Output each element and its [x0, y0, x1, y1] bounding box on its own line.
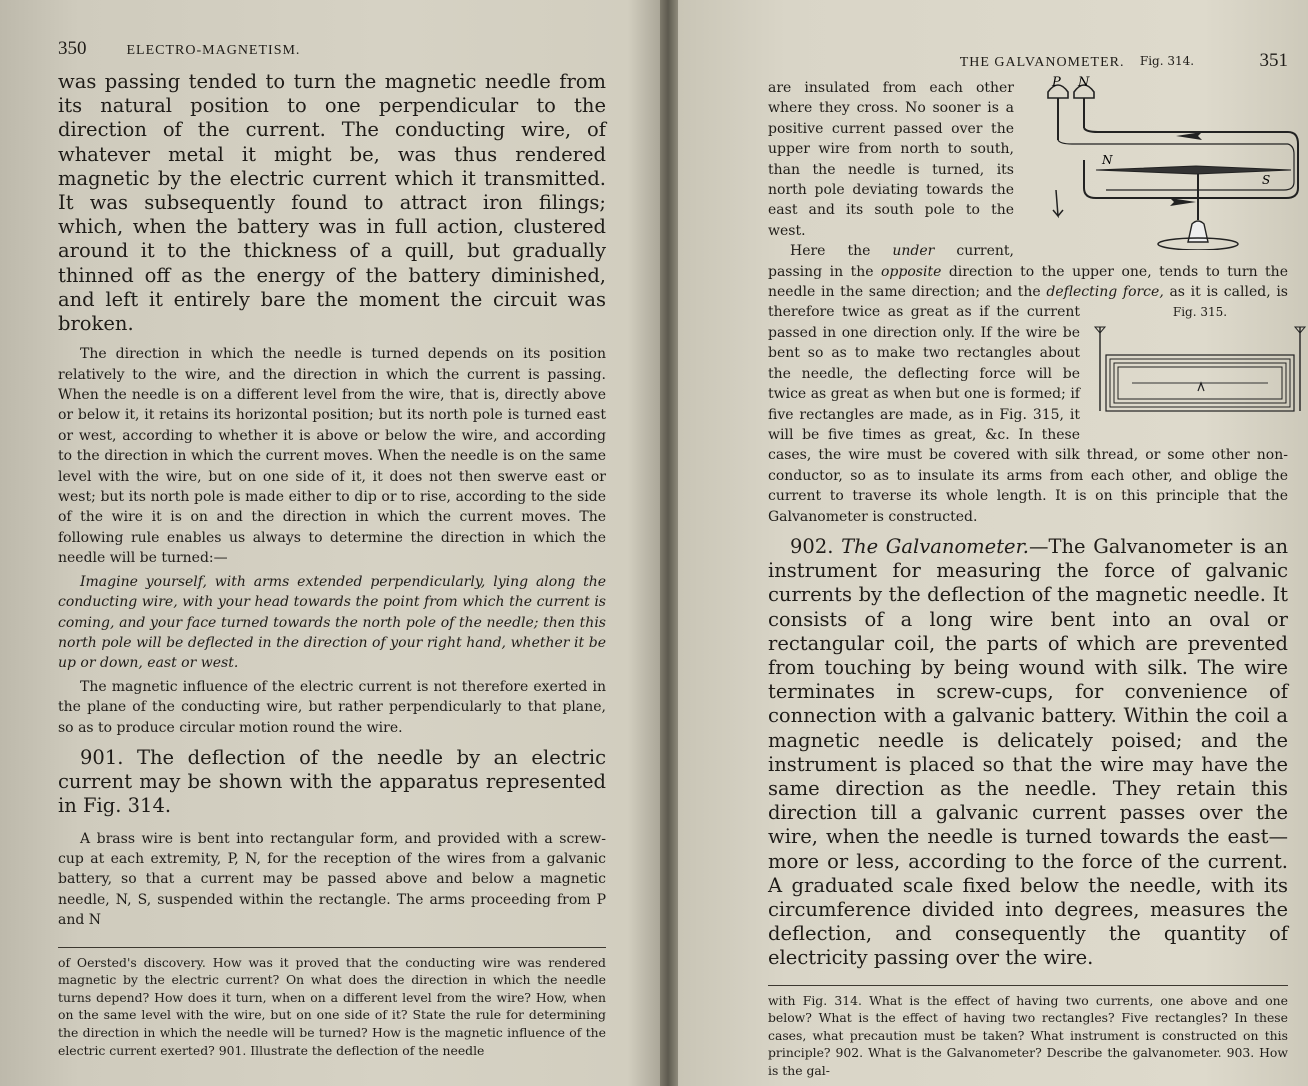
galvanometer-apparatus-illustration [1026, 70, 1308, 250]
figure-315 [1092, 302, 1308, 420]
left-running-head [58, 38, 606, 60]
footnote-questions-right: with Fig. 314. What is the effect of having two currents, one above and one below? What is the effect of having two rectangles? Five rectangles? In these cases, what precaution must be taken? What instrument is constructed on this principle? 902. What is the Galvanometer? Describe the galvanometer. 903. How is the gal- [768, 992, 1288, 1078]
page-number-right: 351 [1259, 50, 1288, 71]
footnote-divider-left [58, 947, 606, 948]
right-hand-rule: Imagine yourself, with arms extended perpendicularly, lying along the conducting wire, with your head towards the point from which the current is coming, and your face turned towards the north pole of the needle; then this north pole will be deflected in the direction of your right hand, whether it be up or down, east or west. [58, 573, 606, 672]
paragraph-oersted-continued: was passing tended to turn the magnetic needle from its natural position to one perpendicular to the direction of the current. The conducting wire, of whatever metal it might be, was thus rendered magnetic by the electric current which it transmitted. It was subsequently found to attract iron filings; which, when the battery was in full action, clustered around it to the thickness of a quill, but gradually thinned off as the energy of the battery diminished, and left it entirely bare the moment the circuit was broken. [58, 70, 606, 336]
footnote-divider-right [768, 985, 1288, 986]
page-number-left: 350 [58, 38, 87, 59]
label-n-cup: N [1078, 75, 1090, 90]
section-902: 902. The Galvanometer.—The Galvanometer is an instrument for measuring the force of galvanic currents by the deflection of the magnetic needle. It consists of a long wire bent into an oval or rectangular coil, the parts of which are prevented from touching by being wound with silk. The wire terminates in screw-cups, for convenience of connection with a galvanic battery. Within the coil a magnetic needle is delicately poised; and the instrument is placed so that the wire may have the same direction as the needle. They retain this direction till a galvanic current passes over the wire, when the needle is turned towards the east—more or less, according to the force of the current. A graduated scale fixed below the needle, with its circumference divided into degrees, measures the deflection, and consequently the quantity of electricity passing over the wire. [768, 534, 1289, 970]
paragraph-magnetic-influence: The magnetic influence of the electric current is not therefore exerted in the plane of the conducting wire, but rather perpendicularly to that plane, so as to produce circular motion round the wire. [58, 678, 606, 736]
label-s: S [1262, 173, 1271, 187]
running-head-title-right: THE GALVANOMETER. [959, 55, 1125, 70]
paragraph-brass-wire: A brass wire is bent into rectangular form, and provided with a screw-cup at each extremity, P, N, for the reception of the wires from a galvanic battery, so that a current may be passed above and below a magnetic needle, N, S, suspended within the rectangle. The arms proceeding from P and N [58, 830, 606, 929]
section-901: 901. The deflection of the needle by an electric current may be shown with the apparatus represented in Fig. 314. [58, 745, 606, 818]
right-page [672, 0, 1308, 1086]
figure-314-caption: Fig. 314. [1139, 54, 1195, 68]
paragraph-needle-direction: The direction in which the needle is turned depends on its position relatively to the wire, and the direction in which the current is passing. When the needle is on a different level from the wire, that is, directly above or below it, it retains its horizontal position; but its north pole is turned east or west, according to whether it is above or below the wire, and according to the direction in which the current moves. When the needle is on the same level with the wire, but on one side of it, it does not then swerve east or west; but its north pole is made either to dip or to rise, according to the side of the wire it is on and the direction in which the current moves. The following rule enables us always to determine the direction in which the needle will be turned:— [58, 346, 606, 567]
label-n: N [1102, 153, 1113, 167]
footnote-questions-left: of Oersted's discovery. How was it proved that the conducting wire was rendered magnetic by the electric current? On what does the direction in which the needle turns depend? How does it turn, when on a different level from the wire? How, when on the same level with the wire, but on one side of it? State the rule for determining the direction in which the needle will be turned? How is the magnetic influence of the electric current exerted? 901. Illustrate the deflection of the needle [58, 954, 606, 1058]
figure-314 [1026, 54, 1308, 250]
paragraph-under-current: Here the under current, passing in the opposite direction to the upper one, tends to turn the needle in the same direction; and the deflecting force, Fig. 315. as it is called, is therefore twice as great as if the current passed in one direction only. If the wire be bent so as to make two rectangles about the needle, the deflecting force will be twice as great as when but one is formed; if five rectangles are made, as in Fig. 315, it will be five times as great, &c. In these cases, the wire must be covered with silk thread, or some other non-conductor, so as to insulate its arms from each other, and oblige the current to traverse its whole length. It is on this principle that the Galvanometer is constructed. [768, 241, 1288, 527]
running-head-title-left: ELECTRO-MAGNETISM. [126, 43, 301, 58]
figure-315-caption: Fig. 315. [1172, 305, 1228, 320]
multiple-rectangles-illustration [1092, 325, 1308, 421]
paragraph-insulated: are insulated from each other where they cross. No sooner is a positive current passed over the upper wire from north to south, than the needle is turned, its north pole deviating towards the east and its south pole to the west. [768, 80, 1014, 239]
label-p: P [1052, 75, 1061, 90]
